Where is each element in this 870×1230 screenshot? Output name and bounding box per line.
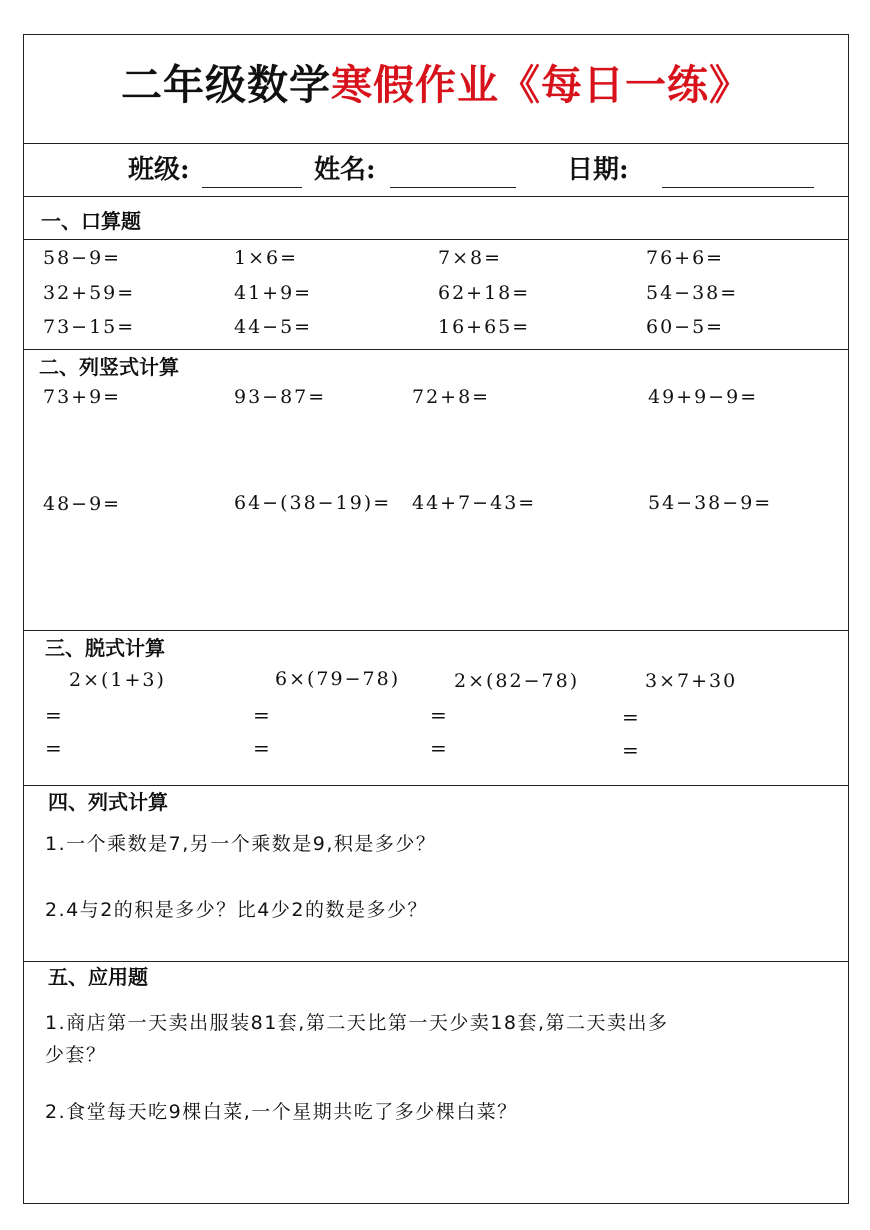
name-label: 姓名:: [314, 155, 376, 185]
date-blank[interactable]: [662, 187, 814, 188]
section-4-heading: 四、列式计算: [48, 790, 168, 814]
stepwise-problem: 3×7+30: [645, 670, 738, 692]
equals-sign: =: [430, 703, 447, 727]
divider: [24, 349, 848, 350]
class-label: 班级:: [128, 155, 190, 185]
oral-problem: 16+65=: [438, 316, 531, 338]
equals-sign: =: [45, 703, 62, 727]
oral-problem: 44−5=: [234, 316, 313, 338]
oral-problem: 76+6=: [646, 247, 725, 269]
divider: [24, 239, 848, 240]
equals-sign: =: [430, 736, 447, 760]
oral-problem: 58−9=: [43, 247, 122, 269]
vertical-problem: 49+9−9=: [648, 386, 759, 408]
divider: [24, 785, 848, 786]
equals-sign: =: [253, 703, 270, 727]
oral-problem: 60−5=: [646, 316, 725, 338]
question-text: 少套？: [45, 1044, 107, 1066]
section-2-heading: 二、列竖式计算: [39, 355, 179, 379]
divider: [24, 143, 848, 144]
equals-sign: =: [622, 705, 639, 729]
title-part-2: 寒假作业《每日一练》: [331, 61, 751, 109]
equals-sign: =: [45, 736, 62, 760]
divider: [24, 196, 848, 197]
date-label: 日期:: [567, 155, 629, 185]
name-blank[interactable]: [390, 187, 516, 188]
vertical-problem: 72+8=: [412, 386, 491, 408]
oral-problem: 32+59=: [43, 282, 136, 304]
section-5-heading: 五、应用题: [48, 965, 148, 989]
vertical-problem: 44+7−43=: [412, 492, 537, 514]
question-text: 2.4与2的积是多少？比4少2的数是多少？: [45, 899, 428, 921]
class-blank[interactable]: [202, 187, 302, 188]
equals-sign: =: [253, 736, 270, 760]
worksheet-title: [24, 57, 848, 113]
stepwise-problem: 2×(1+3): [69, 669, 166, 691]
vertical-problem: 48−9=: [43, 493, 122, 515]
oral-problem: 1×6=: [234, 247, 299, 269]
worksheet: [23, 34, 849, 1204]
section-1-heading: 一、口算题: [41, 209, 141, 233]
title-part-1: 二年级数学: [121, 61, 331, 109]
oral-problem: 62+18=: [438, 282, 531, 304]
oral-problem: 54−38=: [646, 282, 739, 304]
vertical-problem: 73+9=: [43, 386, 122, 408]
divider: [24, 961, 848, 962]
section-3-heading: 三、脱式计算: [45, 636, 165, 660]
vertical-problem: 54−38−9=: [648, 492, 773, 514]
oral-problem: 41+9=: [234, 282, 313, 304]
stepwise-problem: 6×(79−78): [275, 668, 401, 690]
stepwise-problem: 2×(82−78): [454, 670, 580, 692]
question-text: 2.食堂每天吃9棵白菜,一个星期共吃了多少棵白菜？: [45, 1101, 518, 1123]
vertical-problem: 64−(38−19)=: [234, 492, 392, 514]
question-text: 1.一个乘数是7,另一个乘数是9,积是多少？: [45, 833, 437, 855]
oral-problem: 73−15=: [43, 316, 136, 338]
oral-problem: 7×8=: [438, 247, 503, 269]
vertical-problem: 93−87=: [234, 386, 327, 408]
question-text: 1.商店第一天卖出服装81套,第二天比第一天少卖18套,第二天卖出多: [45, 1012, 669, 1034]
equals-sign: =: [622, 738, 639, 762]
divider: [24, 630, 848, 631]
